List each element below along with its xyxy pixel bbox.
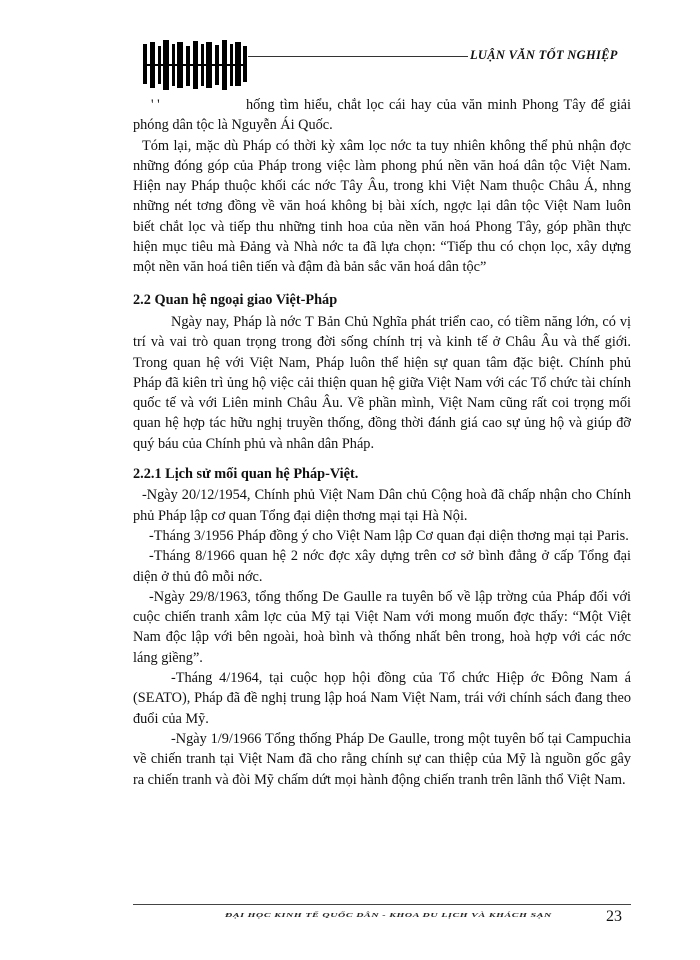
paragraph-fragment-text: hống tìm hiểu, chắt lọc cái hay của văn minh Phong Tây để giải phóng dân tộc là Nguyễn Ái Quốc. <box>133 97 631 134</box>
history-item: -Tháng 4/1964, tại cuộc họp hội đồng của Tổ chức Hiệp ớc Đông Nam á (SEATO), Pháp đã đề nghị trung lập hoá Nam Việt Nam, trái với chính sách đang theo đuổi của Mỹ. <box>133 670 631 727</box>
history-item: -Ngày 29/8/1963, tổng thống De Gaulle ra tuyên bố về lập trờng của Pháp đối với cuộc chiến tranh xâm lợc của Mỹ tại Việt Nam với mong muốn đợc thấy: “Một Việt Nam độc lập với bên ngoài, hoà bình và thống nhất bên trong, hoà hợp với các nớc láng giềng”. <box>133 588 631 666</box>
paragraph-relations-overview: Ngày nay, Pháp là nớc T Bản Chủ Nghĩa phát triển cao, có tiềm năng lớn, có vị trí và vai trò quan trọng trong đời sống chính trị và kinh tế ở Châu Âu và thế giới. Trong quan hệ với Việt Nam, Pháp luôn thể hiện sự quan tâm đặc biệt. Chính phủ Pháp đã kiên trì ủng hộ việc cải thiện quan hệ giữa Việt Nam với các Tổ chức tài chính quốc tế và với Liên minh Châu Âu. Về phần mình, Việt Nam cũng rất coi trọng mối quan hệ hợp tác hữu nghị truyền thống, đồng thời đánh giá cao sự ủng hộ và giúp đỡ quý báu của Chính phủ và nhân dân Pháp. <box>133 313 631 452</box>
paragraph-fragment <box>133 95 631 136</box>
page-number: 23 <box>606 908 622 925</box>
header-rule <box>248 56 468 57</box>
history-item: -Ngày 1/9/1966 Tổng thống Pháp De Gaulle, trong một tuyên bố tại Campuchia về chiến tranh tại Việt Nam đã cho rằng chính sự can thiệp của Mỹ là nguồn gốc gây ra chiến tranh và đòi Mỹ chấm dứt mọi hành động chiến tranh trên lãnh thổ Việt Nam. <box>133 730 631 788</box>
author-logo <box>143 40 249 92</box>
history-item: -Tháng 8/1966 quan hệ 2 nớc đợc xây dựng trên cơ sở bình đẳng ở cấp Tổng đại diện ở thủ đô mỗi nớc. <box>133 548 631 585</box>
header-title: LUẬN VĂN TỐT NGHIỆP <box>470 48 618 62</box>
paragraph-culture-summary: Tóm lại, mặc dù Pháp có thời kỳ xâm lọc nớc ta tuy nhiên không thể phủ nhận đợc những đóng góp của Pháp trong việc làm phong phú nền văn hoá dân tộc Việt Nam. Hiện nay Pháp thuộc khối các nớc Tây Âu, trong khi Việt Nam thuộc Châu Á, nhng những nét tơng đồng về văn hoá không bị bài xích, ngợc lại dân tộc Việt Nam luôn biết chắt lọc và tiếp thu những tinh hoa của nền văn hoá Phong Tây, góp phần thực hiện mục tiêu mà Đảng và Nhà nớc ta đã lựa chọn: “Tiếp thu có chọn lọc, xây dựng một nền văn hoá tiên tiến và đậm đà bản sắc văn hoá dân tộc” <box>133 137 631 276</box>
footer-institution: ĐẠI HỌC KINH TẾ QUỐC DÂN - KHOA DU LỊCH VÀ KHÁCH SẠN <box>225 912 552 919</box>
history-item: -Tháng 3/1956 Pháp đồng ý cho Việt Nam lập Cơ quan đại diện thơng mại tại Paris. <box>149 527 629 544</box>
document-body <box>133 95 631 790</box>
section-heading-2-2: 2.2 Quan hệ ngoại giao Việt-Pháp <box>133 291 338 308</box>
fragment-marks: ' ' <box>151 97 160 113</box>
history-item: -Ngày 20/12/1954, Chính phủ Việt Nam Dân chủ Cộng hoà đã chấp nhận cho Chính phủ Pháp lập cơ quan Tổng đại diện thơng mại tại Hà Nội. <box>133 487 631 524</box>
footer-rule <box>133 904 631 905</box>
section-heading-2-2-1: 2.2.1 Lịch sử mối quan hệ Pháp-Việt. <box>133 466 359 483</box>
